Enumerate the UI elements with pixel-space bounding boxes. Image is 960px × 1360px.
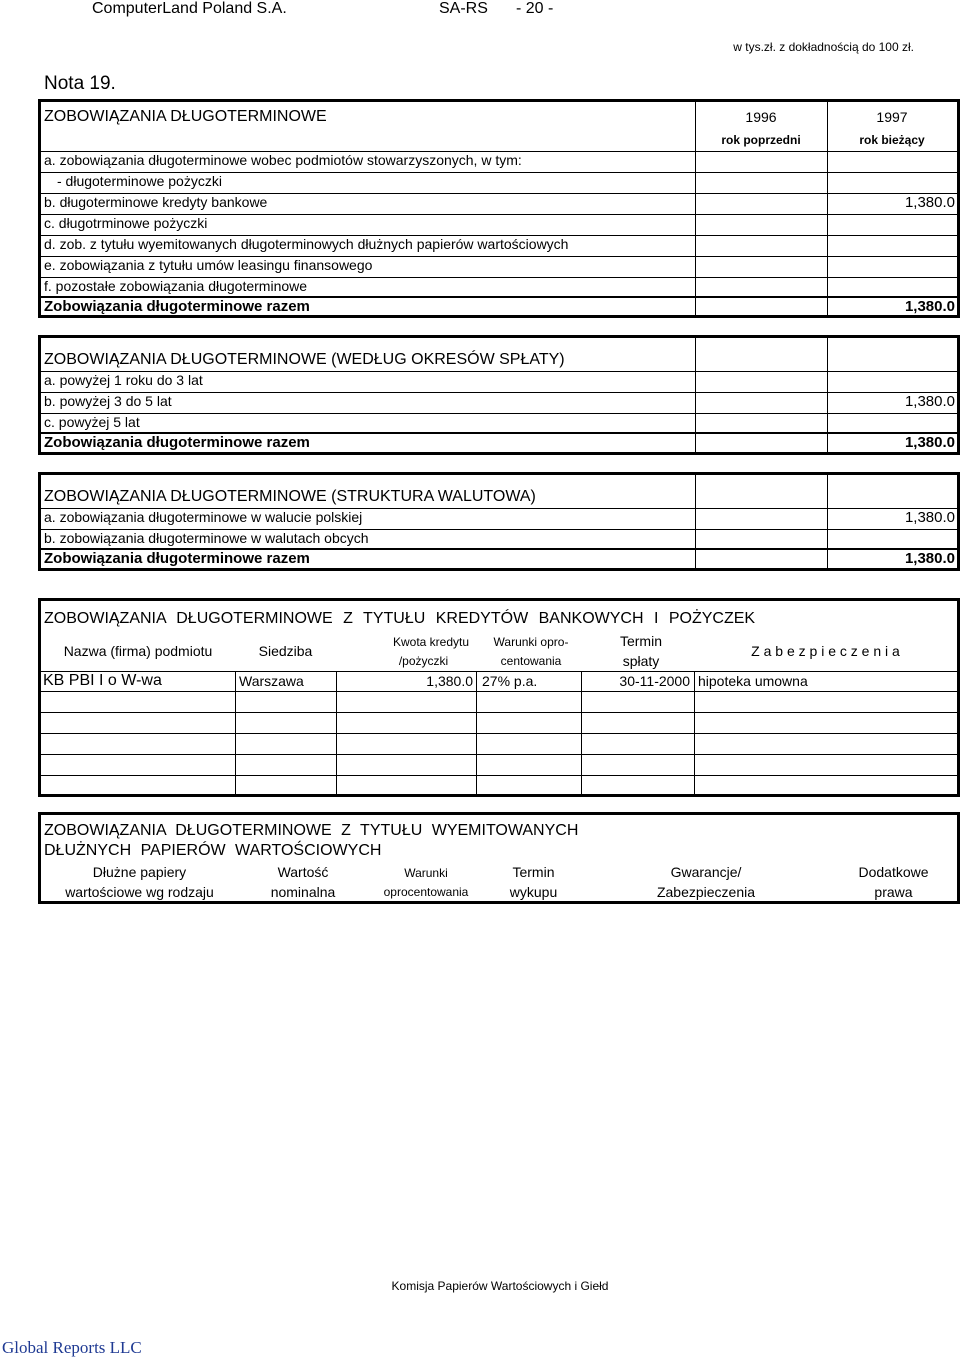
label-curr: rok bieżący	[859, 133, 925, 147]
table-row	[41, 713, 957, 734]
table-row: a. zobowiązania długoterminowe w walucie polskiej 1,380.0	[41, 509, 957, 530]
page-number: - 20 -	[516, 0, 554, 17]
company-name: ComputerLand Poland S.A.	[92, 0, 287, 17]
table5-title-1: ZOBOWIĄZANIA DŁUGOTERMINOWE Z TYTUŁU WYEMITOWANYCH	[44, 822, 579, 839]
year-curr: 1997	[876, 109, 908, 125]
table-row: KB PBI I o W-wa Warszawa 1,380.0 27% p.a. 30-11-2000 hipoteka umowna	[41, 672, 957, 692]
table-row: e. zobowiązania z tytułu umów leasingu finansowego	[41, 257, 957, 278]
total-row: Zobowiązania długoterminowe razem 1,380.0	[44, 298, 955, 315]
units-note: w tys.zł. z dokładnością do 100 zł.	[733, 40, 914, 54]
liabilities-currency-table	[38, 472, 960, 571]
table-row: a. zobowiązania długoterminowe wobec podmiotów stowarzyszonych, w tym:	[41, 152, 957, 173]
table-row	[41, 692, 957, 713]
total-row: Zobowiązania długoterminowe razem 1,380.0	[44, 550, 955, 567]
liabilities-by-maturity-table	[38, 335, 960, 455]
footer-text: Komisja Papierów Wartościowych i Giełd	[391, 1279, 609, 1293]
total-row: Zobowiązania długoterminowe razem 1,380.0	[44, 434, 955, 451]
bank-loans-table	[38, 598, 960, 797]
table-row: c. powyżej 5 lat	[41, 414, 957, 434]
table-row: - długoterminowe pożyczki	[41, 173, 957, 194]
debt-securities-table	[38, 812, 960, 904]
value-curr: 1,380.0	[904, 194, 955, 211]
total-value: 1,380.0	[904, 298, 955, 315]
table3-title: ZOBOWIĄZANIA DŁUGOTERMINOWE (STRUKTURA WALUTOWA)	[44, 488, 536, 505]
table-row: d. zob. z tytułu wyemitowanych długoterminowych dłużnych papierów wartościowych	[41, 236, 957, 257]
table1-title: ZOBOWIĄZANIA DŁUGOTERMINOWE	[44, 108, 327, 125]
table-row: b. długoterminowe kredyty bankowe 1,380.0	[41, 194, 957, 215]
table-row: c. długotrminowe pożyczki	[41, 215, 957, 236]
table-row: f. pozostałe zobowiązania długoterminowe	[41, 278, 957, 298]
long-term-liabilities-table	[38, 99, 960, 318]
table-row	[41, 755, 957, 776]
table5-title-2: DŁUŻNYCH PAPIERÓW WARTOŚCIOWYCH	[44, 842, 382, 859]
table-row: b. powyżej 3 do 5 lat 1,380.0	[41, 393, 957, 414]
label-prev: rok poprzedni	[721, 133, 801, 147]
table2-title: ZOBOWIĄZANIA DŁUGOTERMINOWE (WEDŁUG OKRESÓW SPŁATY)	[44, 351, 565, 368]
year-prev: 1996	[745, 109, 777, 125]
table-row: b. zobowiązania długoterminowe w walutach obcych	[41, 530, 957, 550]
brand-logo: Global Reports LLC	[2, 1338, 142, 1357]
table-row: a. powyżej 1 roku do 3 lat	[41, 372, 957, 393]
table-row	[41, 734, 957, 755]
table5-header: Dłużne papiery wartościowe wg rodzaju Wartość nominalna Warunki oprocentowania Termin wykupu Gwarancje/ Zabezpieczenia Dodatkowe prawa	[65, 864, 929, 900]
table4-title: ZOBOWIĄZANIA DŁUGOTERMINOWE Z TYTUŁU KREDYTÓW BANKOWYCH I POŻYCZEK	[44, 610, 756, 627]
table4-header: Nazwa (firma) podmiotu Siedziba Kwota kredytu /pożyczki Warunki opro- centowania Termin spłaty Z a b e z p i e c z e n i a	[41, 631, 957, 672]
note-title: Nota 19.	[44, 73, 116, 94]
report-code: SA-RS	[439, 0, 488, 17]
